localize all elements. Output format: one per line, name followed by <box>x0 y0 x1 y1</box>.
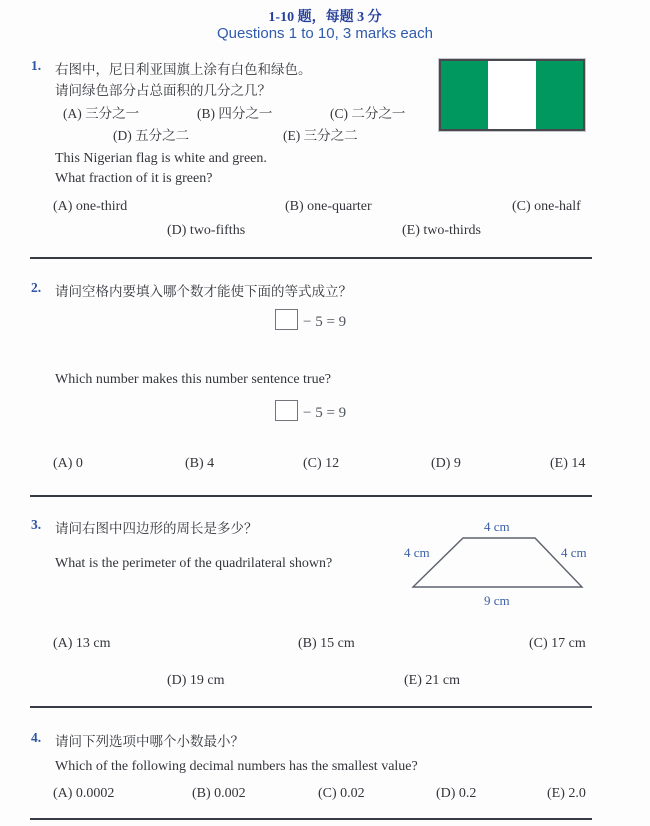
question-1-en-line-2: What fraction of it is green? <box>55 171 213 186</box>
q4-option-d: (D) 0.2 <box>436 786 477 801</box>
q1-cn-option-b: (B) 四分之一 <box>197 106 273 121</box>
q2-equation-2 <box>275 400 346 422</box>
question-2-number: 2. <box>31 280 42 295</box>
divider-after-q3 <box>30 706 592 708</box>
question-1-number: 1. <box>31 58 42 73</box>
q3-option-c: (C) 17 cm <box>529 636 586 651</box>
q2-option-d: (D) 9 <box>431 456 461 471</box>
question-3-cn-line-1: 请问右图中四边形的周长是多少？ <box>55 521 258 536</box>
q3-option-d: (D) 19 cm <box>167 673 225 688</box>
section-header-en: Questions 1 to 10, 3 marks each <box>217 25 433 42</box>
trapezoid-label-right: 4 cm <box>561 545 587 560</box>
flag-stripe-green-right <box>536 61 583 129</box>
q1-option-e: (E) two-thirds <box>402 223 481 238</box>
q4-option-b: (B) 0.002 <box>192 786 246 801</box>
q1-cn-option-e: (E) 三分之二 <box>283 128 358 143</box>
section-header-cn: 1-10 题，每题 3 分 <box>268 10 382 25</box>
q2-option-e: (E) 14 <box>550 456 586 471</box>
question-1-en-line-1: This Nigerian flag is white and green. <box>55 151 267 166</box>
q2-option-b: (B) 4 <box>185 456 215 471</box>
q4-option-e: (E) 2.0 <box>547 786 586 801</box>
question-4-number: 4. <box>31 730 42 745</box>
trapezoid-figure <box>398 516 598 612</box>
nigerian-flag-figure <box>438 58 586 132</box>
nigerian-flag-border <box>439 59 585 131</box>
question-4-cn-line-1: 请问下列选项中哪个小数最小？ <box>55 734 244 749</box>
divider-after-q2 <box>30 495 592 497</box>
q1-option-c: (C) one-half <box>512 199 581 214</box>
equation-blank-box <box>275 309 298 330</box>
q1-cn-option-d: (D) 五分之二 <box>113 128 190 143</box>
trapezoid-label-left: 4 cm <box>404 545 430 560</box>
q4-option-c: (C) 0.02 <box>318 786 365 801</box>
trapezoid-label-top: 4 cm <box>484 519 510 534</box>
question-2-en-line-1: Which number makes this number sentence true? <box>55 372 332 387</box>
q3-option-b: (B) 15 cm <box>298 636 355 651</box>
q3-option-e: (E) 21 cm <box>404 673 460 688</box>
flag-stripe-green-left <box>441 61 488 129</box>
q3-option-a: (A) 13 cm <box>53 636 111 651</box>
question-1-cn-line-1: 右图中，尼日利亚国旗上涂有白色和绿色。 <box>55 62 312 77</box>
q2-option-c: (C) 12 <box>303 456 340 471</box>
equation-text: − 5 = 9 <box>303 314 347 330</box>
flag-stripe-white <box>488 61 535 129</box>
q1-option-d: (D) two-fifths <box>167 223 246 238</box>
q2-equation-1 <box>275 309 346 331</box>
question-1-cn-line-2: 请问绿色部分占总面积的几分之几？ <box>55 83 271 98</box>
q1-option-a: (A) one-third <box>53 199 128 214</box>
equation-blank-box <box>275 400 298 421</box>
q1-cn-option-a: (A) 三分之一 <box>63 106 140 121</box>
question-2-cn-line-1: 请问空格内要填入哪个数才能使下面的等式成立？ <box>55 284 352 299</box>
q1-option-b: (B) one-quarter <box>285 199 372 214</box>
q4-option-a: (A) 0.0002 <box>53 786 115 801</box>
equation-text: − 5 = 9 <box>303 405 347 421</box>
question-4-en-line-1: Which of the following decimal numbers has the smallest value? <box>55 759 418 774</box>
q2-option-a: (A) 0 <box>53 456 83 471</box>
question-3-number: 3. <box>31 517 42 532</box>
divider-after-q4 <box>30 818 592 820</box>
q1-cn-option-c: (C) 二分之一 <box>330 106 406 121</box>
trapezoid-label-bottom: 9 cm <box>484 593 510 608</box>
divider-after-q1 <box>30 257 592 259</box>
question-3-en-line-1: What is the perimeter of the quadrilateral shown? <box>55 556 333 571</box>
